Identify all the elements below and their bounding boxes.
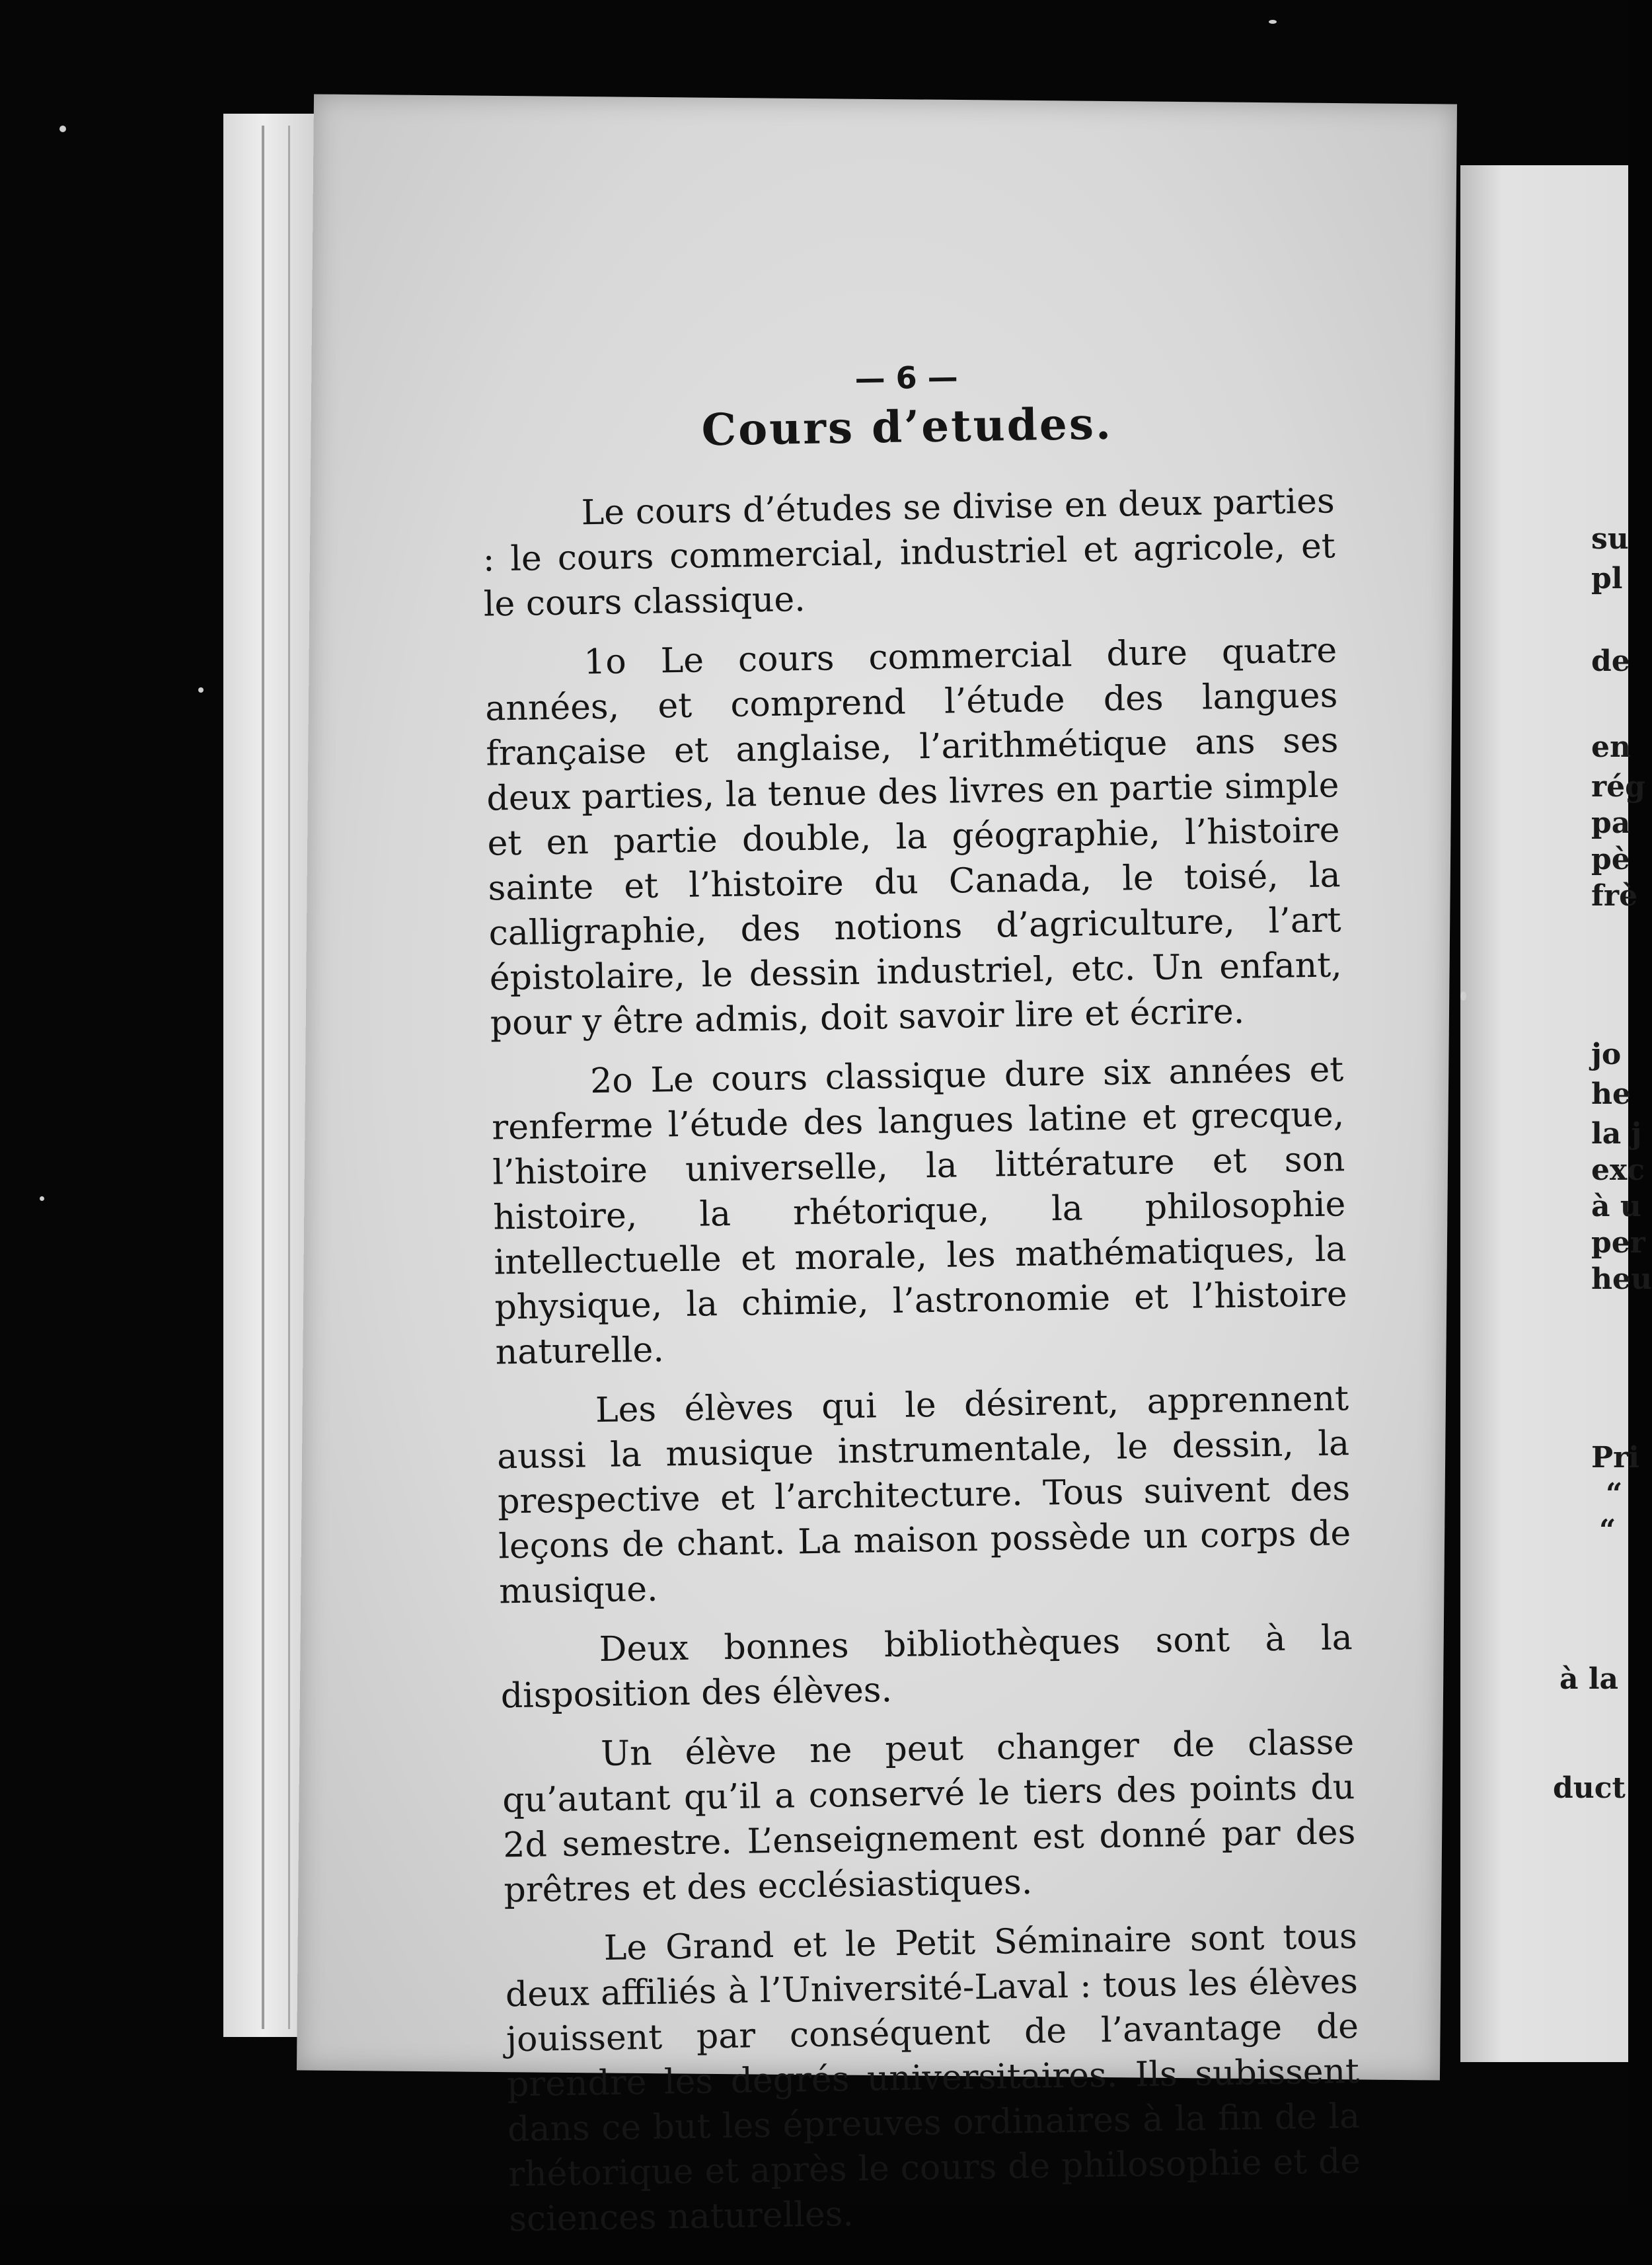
facing-fragment: exc <box>1591 1153 1645 1187</box>
facing-fragment: su <box>1591 522 1629 556</box>
facing-fragment: en <box>1591 730 1631 764</box>
facing-fragment: pè <box>1591 843 1630 876</box>
paragraph-classical-course: 2o Le cours classique dure six années et renferme l’étude des langues latine et grecque, l’histoire universelle, la littérature et son histoire, la rhétorique, la philosophie intellectuelle et morale, les mathématiques, la physique, la chimie, l’astronomie et l’histoire naturelle. <box>491 1050 1347 1373</box>
facing-fragment: heu <box>1591 1262 1652 1296</box>
page-number: — 6 — <box>854 359 959 397</box>
facing-fragment: he <box>1591 1077 1631 1111</box>
paragraph-libraries: Deux bonnes bibliothèques sont à la disposition des élèves. <box>500 1618 1353 1716</box>
facing-fragment: à u <box>1591 1190 1641 1223</box>
facing-fragment: pl <box>1591 562 1623 595</box>
paragraph-intro: Le cours d’études se divise en deux parties : le cours commercial, industriel et agricole, et le cours classique. <box>482 481 1336 625</box>
facing-fragment: de <box>1591 644 1630 678</box>
paragraph-class-change: Un élève ne peut changer de classe qu’autant qu’il a conservé le tiers des points du 2d semestre. L’enseignement est donné par des prêtres et des ecclésiastiques. <box>502 1722 1356 1911</box>
facing-fragment: la j <box>1591 1117 1642 1151</box>
facing-fragment: à la <box>1559 1662 1619 1696</box>
facing-fragment: “ <box>1606 1477 1623 1511</box>
facing-fragment: per <box>1591 1226 1645 1260</box>
dust-speck <box>59 126 66 132</box>
dust-speck <box>1460 991 1466 1001</box>
facing-fragment: pa <box>1591 806 1631 840</box>
paragraph-music-drawing: Les élèves qui le désirent, apprennent aussi la musique instrumentale, le dessin, la prespective et l’architecture. Tous suivent des leçons de chant. La maison possède un corps de musique. <box>496 1379 1351 1612</box>
dust-speck <box>1269 20 1277 24</box>
facing-fragment: Pri <box>1591 1441 1639 1475</box>
paragraph-university-affiliation: Le Grand et le Petit Séminaire sont tous deux affiliés à l’Université-Laval : tous les élèves jouissent par conséquent de l’avantage de prendre les degrés universitaires. Ils subissent dans ce but les épreuves ordinaires à la fin de la rhétorique et après le cours de philosophie et de sciences naturelles. <box>505 1917 1361 2240</box>
section-title: Cours d’etudes. <box>701 397 1113 456</box>
document-page <box>297 95 1457 2240</box>
dust-speck <box>198 687 204 693</box>
facing-fragment: rég <box>1591 770 1645 804</box>
page-stack-edge <box>262 126 290 2029</box>
facing-fragment: duct <box>1553 1771 1626 1805</box>
facing-fragment: frè <box>1591 879 1638 913</box>
facing-fragment: jo <box>1591 1038 1622 1071</box>
page-text-block <box>478 224 1362 2256</box>
facing-fragment: “ <box>1599 1514 1616 1547</box>
dust-speck <box>40 1196 44 1201</box>
paragraph-commercial-course: 1o Le cours commercial dure quatre années, et comprend l’étude des langues française et anglaise, l’arithmétique ans ses deux parties, la tenue des livres en partie simple et en partie double, la géographie, l’histoire sainte et l’histoire du Canada, le toisé, la calligraphie, des notions d’agriculture, l’art épistolaire, le dessin industriel, etc. Un enfant, pour y être admis, doit savoir lire et écrire. <box>484 631 1343 1044</box>
